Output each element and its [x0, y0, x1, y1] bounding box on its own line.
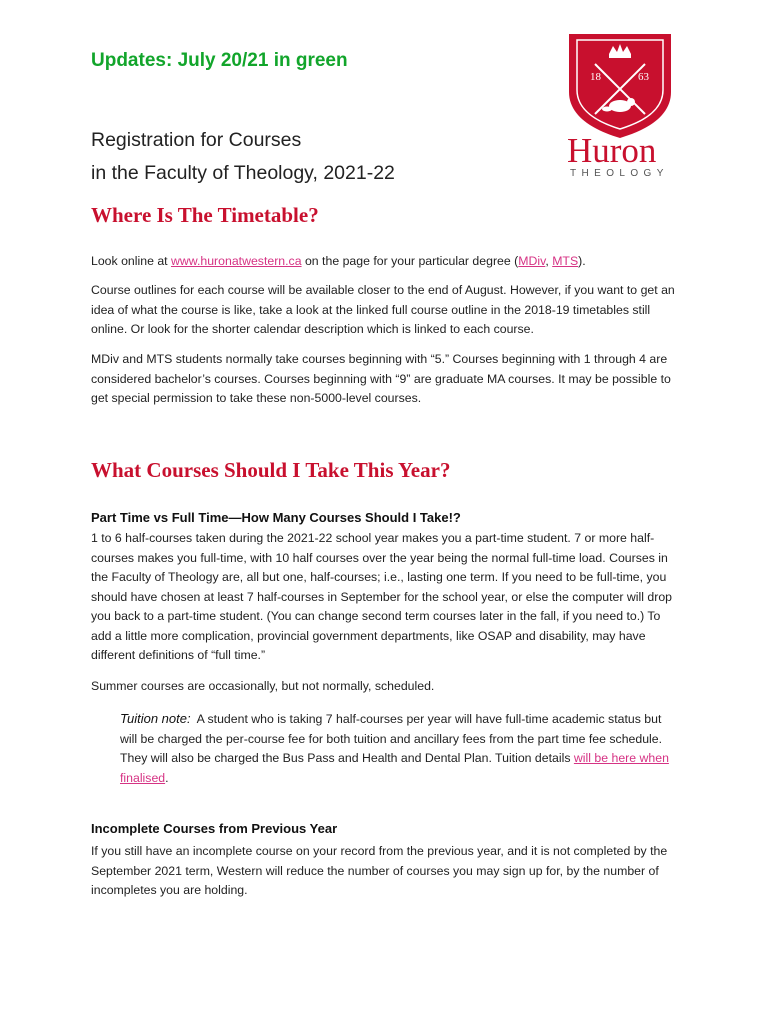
logo-subtitle: THEOLOGY	[570, 168, 669, 179]
timetable-heading: Where Is The Timetable?	[91, 203, 319, 227]
tuition-note	[120, 709, 680, 788]
text-segment: on the page for your particular degree (	[301, 254, 519, 268]
text-segment: .	[165, 770, 169, 785]
parttime-paragraph: 1 to 6 half-courses taken during the 2021-22 school year makes you a part-time student. 7 or more half-courses makes you full-time, with 10 half courses over the year being the normal full-time load. Courses in the Faculty of Theology are, all but one, half-courses; i.e., lasting one term. If you need to be full-time, you should have chosen at least 7 half-courses in September for the school year, or else the computer will drop you back to a part-time student. (You can change second term courses later in the fall, if you need to.) To add a little more complication, provincial government departments, like OSAP and disability, may have different definitions of “full time.”	[91, 531, 673, 662]
page-title	[91, 124, 511, 190]
courses-heading: What Courses Should I Take This Year?	[91, 458, 451, 482]
updates-note: Updates: July 20/21 in green	[91, 50, 348, 71]
text-segment: ,	[545, 254, 553, 268]
incomplete-paragraph: If you still have an incomplete course on your record from the previous year, and it is not completed by the September 2021 term, Western will reduce the number of courses you may sign up for, by the number of incompletes you are holding.	[91, 844, 668, 897]
timetable-paragraph-3: MDiv and MTS students normally take courses beginning with “5.” Courses beginning with 1 through 4 are considered bachelor’s courses. Courses beginning with “9” are graduate MA courses. It may be possible to get special permission to take these non-5000-level courses.	[91, 352, 671, 405]
logo-wordmark: Huron	[567, 131, 657, 170]
mdiv-link[interactable]: MDiv	[518, 254, 546, 268]
text-segment: Look online at	[91, 254, 171, 268]
parttime-subheading: Part Time vs Full Time—How Many Courses Should I Take!?	[91, 510, 461, 525]
huron-website-link[interactable]: www.huronatwestern.ca	[171, 254, 302, 268]
page-title-line-1: Registration for Courses	[91, 129, 302, 151]
text-segment: ).	[578, 254, 586, 268]
crest-year-left: 18	[590, 71, 601, 83]
tuition-note-label: Tuition note:	[120, 711, 191, 726]
timetable-paragraph-1	[91, 252, 681, 272]
incomplete-subheading: Incomplete Courses from Previous Year	[91, 821, 338, 836]
tuition-note-text: A student who is taking 7 half-courses per year will have full-time academic status but will be charged the per-course fee for both tuition and ancillary fees from the part time fee schedule. They will also be charged the Bus Pass and Health and Dental Plan. Tuition details	[120, 712, 663, 765]
tuition-details-link[interactable]: will be here when finalised	[120, 751, 669, 785]
timetable-paragraph-2: Course outlines for each course will be available closer to the end of August. However, if you want to get an idea of what the course is like, take a look at the linked full course outline in the 2018-19 timetables still online. Or look for the shorter calendar description which is linked to each course.	[91, 283, 675, 336]
summer-paragraph: Summer courses are occasionally, but not normally, scheduled.	[91, 679, 435, 693]
mts-link[interactable]: MTS	[552, 254, 579, 268]
page-title-line-2: in the Faculty of Theology, 2021-22	[91, 162, 395, 184]
crest-year-right: 63	[638, 71, 649, 83]
